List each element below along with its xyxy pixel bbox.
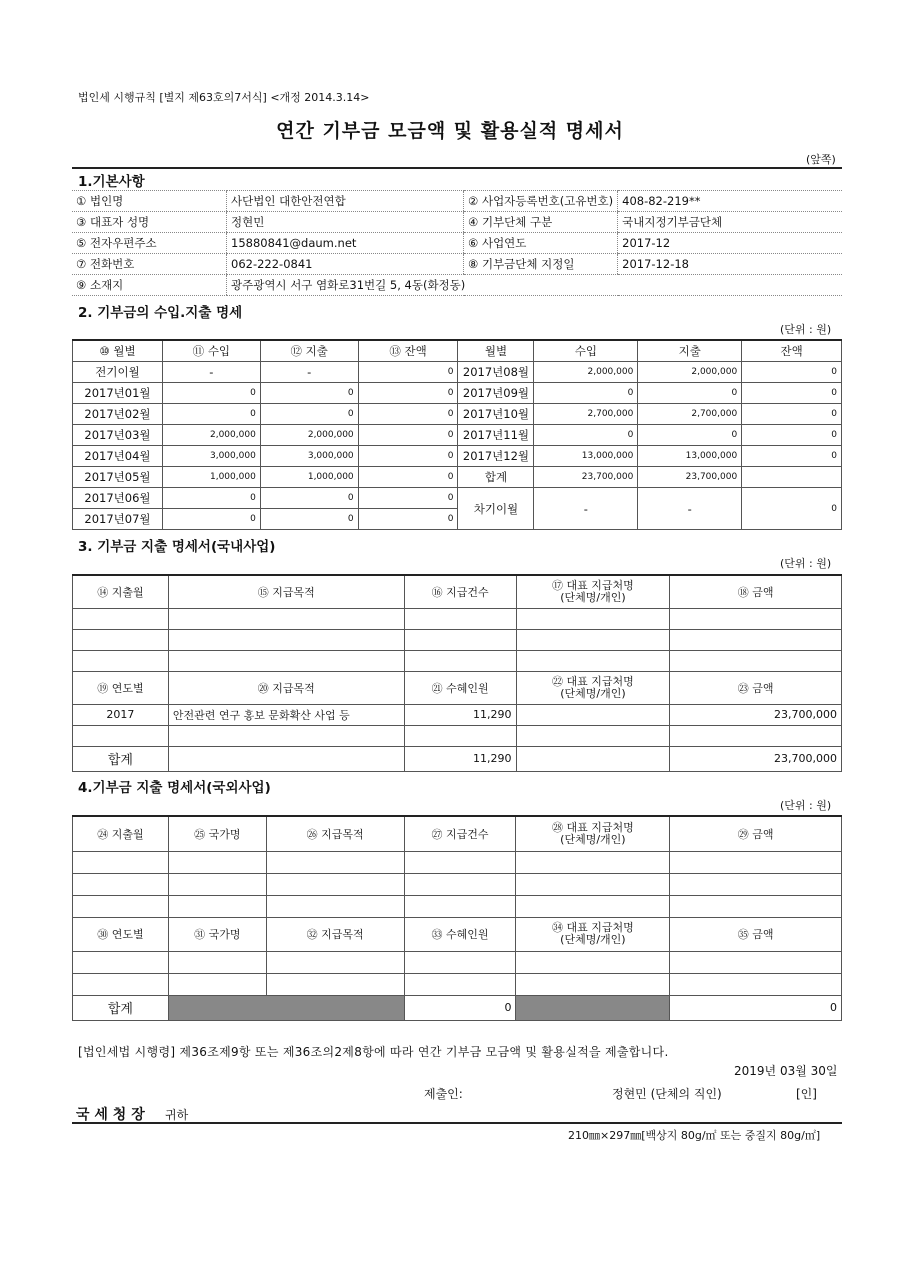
month-cell: 전기이월 [73,362,163,383]
field-value: 408-82-219** [618,191,842,212]
value-cell: 0 [742,383,842,404]
col-header: 수입 [534,340,638,362]
field-label: ④ 기부단체 구분 [464,212,618,233]
value-cell: 0 [358,425,458,446]
paper-spec: 210㎜×297㎜[백상지 80g/㎡ 또는 중질지 80g/㎡] [568,1129,821,1142]
month-cell: 2017년03월 [73,425,163,446]
value-cell: 0 [534,383,638,404]
field-value: 2017-12 [618,233,842,254]
info-row [72,254,842,275]
total-label: 합계 [73,746,169,771]
info-row [72,191,842,212]
total-amount: 0 [670,995,842,1020]
value-cell: 2,700,000 [638,404,742,425]
field-value: 2017-12-18 [618,254,842,275]
col-header: ⑯ 지급건수 [404,575,516,608]
col-header: ⑳ 지급목적 [168,671,404,704]
month-cell: 2017년04월 [73,446,163,467]
total-count: 0 [404,995,516,1020]
col-header: ㉗ 지급건수 [404,816,516,851]
cell-year: 2017 [73,704,169,725]
field-value: 15880841@daum.net [227,233,464,254]
col-header: ⑰ 대표 지급처명 (단체명/개인) [516,575,670,608]
cell-recipient [516,704,670,725]
section4-unit: (단위 : 원) [780,799,832,812]
table-row [73,704,842,725]
total-amount: 23,700,000 [670,746,842,771]
month-cell: 2017년07월 [73,509,163,530]
value-cell: 0 [260,383,358,404]
value-cell: 2,700,000 [534,404,638,425]
col-header: ㉞ 대표 지급처명 (단체명/개인) [516,917,670,951]
month-cell: 2017년06월 [73,488,163,509]
field-label: ② 사업자등록번호(고유번호) [464,191,618,212]
value-cell: 0 [260,509,358,530]
value-cell: 0 [358,362,458,383]
value-cell: 0 [358,509,458,530]
col-header: ⑮ 지급목적 [168,575,404,608]
page-side: (앞쪽) [806,153,836,166]
value-cell: - [260,362,358,383]
value-cell: 3,000,000 [260,446,358,467]
value-cell: 0 [162,488,260,509]
value-cell: 0 [638,425,742,446]
field-value: 정현민 [227,212,464,233]
col-header: ⑭ 지출월 [73,575,169,608]
value-cell: 0 [358,404,458,425]
field-label: ⑨ 소재지 [72,275,227,296]
cell-amount: 23,700,000 [670,704,842,725]
col-header: ㉙ 금액 [670,816,842,851]
total-row [73,746,842,771]
submission-date: 2019년 03월 30일 [734,1064,838,1078]
value-cell: 0 [742,362,842,383]
value-cell: 0 [358,383,458,404]
seal-mark: [인] [796,1087,817,1101]
col-header: ㉑ 수혜인원 [404,671,516,704]
table-row [73,446,842,467]
col-header: ⑱ 금액 [670,575,842,608]
shaded-cell [168,995,404,1020]
col-header: ⑲ 연도별 [73,671,169,704]
col-header: ㉘ 대표 지급처명 (단체명/개인) [516,816,670,851]
col-header: ㉕ 국가명 [168,816,266,851]
value-cell: 0 [358,446,458,467]
month-cell: 차기이월 [458,488,534,530]
table-row [73,488,842,509]
address-row [72,275,842,296]
col-header: ㉟ 금액 [670,917,842,951]
submission-statement: [법인세법 시행령] 제36조제9항 또는 제36조의2제8항에 따라 연간 기부금 모금액 및 활용실적을 제출합니다. [78,1045,669,1059]
value-cell: - [162,362,260,383]
col-header: ㉖ 지급목적 [266,816,404,851]
value-cell: 0 [162,509,260,530]
col-header: ㉒ 대표 지급처명 (단체명/개인) [516,671,670,704]
section3-title: 3. 기부금 지출 명세서(국내사업) [78,539,276,555]
field-value: 광주광역시 서구 염화로31번길 5, 4동(화정동) [227,275,843,296]
month-cell: 2017년01월 [73,383,163,404]
month-cell: 2017년10월 [458,404,534,425]
value-cell: 0 [742,404,842,425]
field-label: ⑧ 기부금단체 지정일 [464,254,618,275]
value-cell: - [638,488,742,530]
col-header: ⑬ 잔액 [358,340,458,362]
table-row [73,404,842,425]
table-row [73,425,842,446]
month-cell: 합계 [458,467,534,488]
recipient: 국 세 청 장 [76,1107,145,1123]
submitter-name: 정현민 (단체의 직인) [612,1087,722,1101]
field-label: ⑤ 전자우편주소 [72,233,227,254]
shaded-cell [516,995,670,1020]
section2-unit: (단위 : 원) [780,323,832,336]
value-cell: 3,000,000 [162,446,260,467]
total-row [73,995,842,1020]
month-cell: 2017년02월 [73,404,163,425]
field-value: 국내지정기부금단체 [618,212,842,233]
col-header: ⑪ 수입 [162,340,260,362]
value-cell: 0 [742,488,842,530]
section2-title: 2. 기부금의 수입.지출 명세 [78,305,243,321]
field-value: 062-222-0841 [227,254,464,275]
col-header: ㉔ 지출월 [73,816,169,851]
submitter-label: 제출인: [424,1087,463,1101]
month-cell: 2017년05월 [73,467,163,488]
month-cell: 2017년08월 [458,362,534,383]
value-cell: 0 [742,425,842,446]
form-reference: 법인세 시행규칙 [별지 제63호의7서식] <개정 2014.3.14> [78,91,370,104]
cell-purpose: 안전관련 연구 홍보 문화확산 사업 등 [168,704,404,725]
total-beneficiaries: 11,290 [404,746,516,771]
field-label: ① 법인명 [72,191,227,212]
info-row [72,212,842,233]
value-cell: - [534,488,638,530]
value-cell: 0 [260,488,358,509]
value-cell: 0 [742,446,842,467]
value-cell: 2,000,000 [162,425,260,446]
value-cell: 1,000,000 [162,467,260,488]
page-title: 연간 기부금 모금액 및 활용실적 명세서 [276,120,624,142]
field-value: 사단법인 대한안전연합 [227,191,464,212]
col-header: ⑩ 월별 [73,340,163,362]
col-header: ㉜ 지급목적 [266,917,404,951]
month-cell: 2017년11월 [458,425,534,446]
value-cell: 0 [638,383,742,404]
value-cell: 2,000,000 [534,362,638,383]
col-header: ㉓ 금액 [670,671,842,704]
col-header: ㉝ 수혜인원 [404,917,516,951]
value-cell: 2,000,000 [638,362,742,383]
value-cell: 0 [358,488,458,509]
col-header: 월별 [458,340,534,362]
field-label: ③ 대표자 성명 [72,212,227,233]
income-expense-table [72,339,842,530]
table-row [73,362,842,383]
section4-title: 4.기부금 지출 명세서(국외사업) [78,780,271,796]
basic-info-table [72,190,842,296]
recipient-suffix: 귀하 [165,1108,189,1122]
table-row [73,383,842,404]
field-label: ⑦ 전화번호 [72,254,227,275]
col-header: ⑫ 지출 [260,340,358,362]
value-cell: 1,000,000 [260,467,358,488]
value-cell: 2,000,000 [260,425,358,446]
value-cell: 23,700,000 [534,467,638,488]
total-label: 합계 [73,995,169,1020]
domestic-expense-table [72,574,842,772]
section1-title: 1.기본사항 [78,174,145,190]
value-cell: 0 [534,425,638,446]
info-row [72,233,842,254]
field-label: ⑥ 사업연도 [464,233,618,254]
month-cell: 2017년12월 [458,446,534,467]
value-cell: 23,700,000 [638,467,742,488]
value-cell: 13,000,000 [638,446,742,467]
value-cell [742,467,842,488]
value-cell: 0 [162,404,260,425]
col-header: 잔액 [742,340,842,362]
cell-beneficiaries: 11,290 [404,704,516,725]
value-cell: 0 [358,467,458,488]
col-header: 지출 [638,340,742,362]
value-cell: 0 [260,404,358,425]
overseas-expense-table [72,815,842,1021]
month-cell: 2017년09월 [458,383,534,404]
value-cell: 13,000,000 [534,446,638,467]
section3-unit: (단위 : 원) [780,557,832,570]
value-cell: 0 [162,383,260,404]
col-header: ㉛ 국가명 [168,917,266,951]
col-header: ㉚ 연도별 [73,917,169,951]
table-row [73,467,842,488]
